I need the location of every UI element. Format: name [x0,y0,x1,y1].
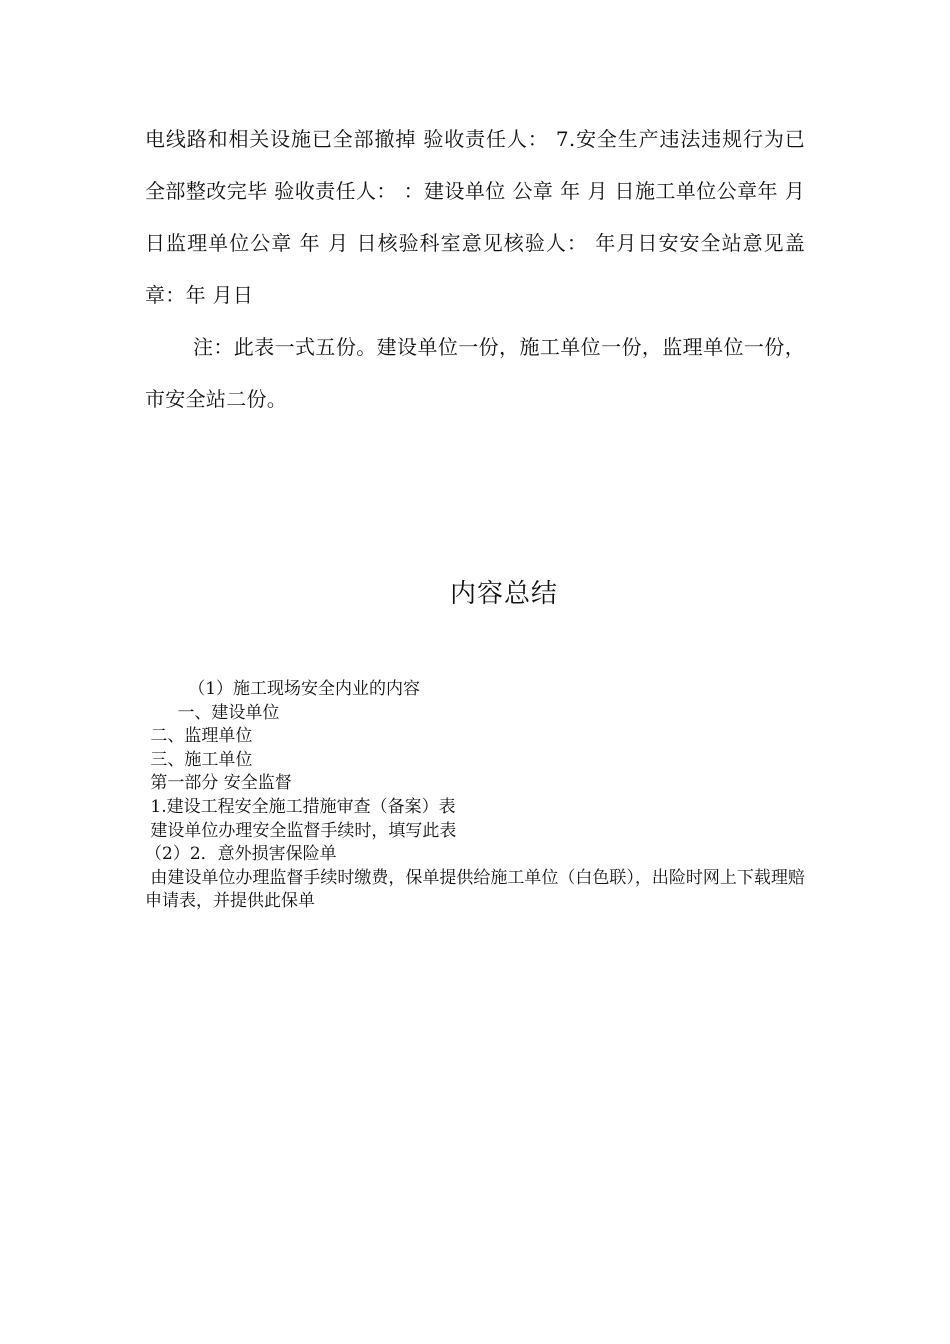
body-paragraph-1: 电线路和相关设施已全部撤掉 验收责任人： 7.安全生产违法违规行为已全部整改完毕 验收责任人： ：建设单位 公章 年 月 日施工单位公章年 月 日监理单位公章 年 月 日核验科室意见核验人： 年月日安安全站意见盖章：年 月日 [145,127,805,307]
summary-list [145,678,805,914]
summary-title: 内容总结 [449,579,558,609]
summary-line: 建设单位办理安全监督手续时，填写此表 [145,820,457,841]
summary-line: （1）施工现场安全内业的内容 [145,679,421,699]
summary-line: 第一部分 安全监督 [145,773,292,794]
body-paragraph-2: 注：此表一式五份。建设单位一份，施工单位一份，监理单位一份，市安全站二份。 [145,335,805,411]
summary-line: 三、施工单位 [145,749,253,770]
summary-line: 一、建设单位 [145,702,280,723]
summary-line: 1.建设工程安全施工措施审查（备案）表 [145,796,456,817]
summary-line: 二、监理单位 [145,726,253,747]
summary-line: （2）2．意外损害保险单 [145,844,337,865]
summary-line: 由建设单位办理监督手续时缴费，保单提供给施工单位（白色联），出险时网上下载理赔申请表，并提供此保单 [145,867,805,912]
body-text [145,113,805,425]
